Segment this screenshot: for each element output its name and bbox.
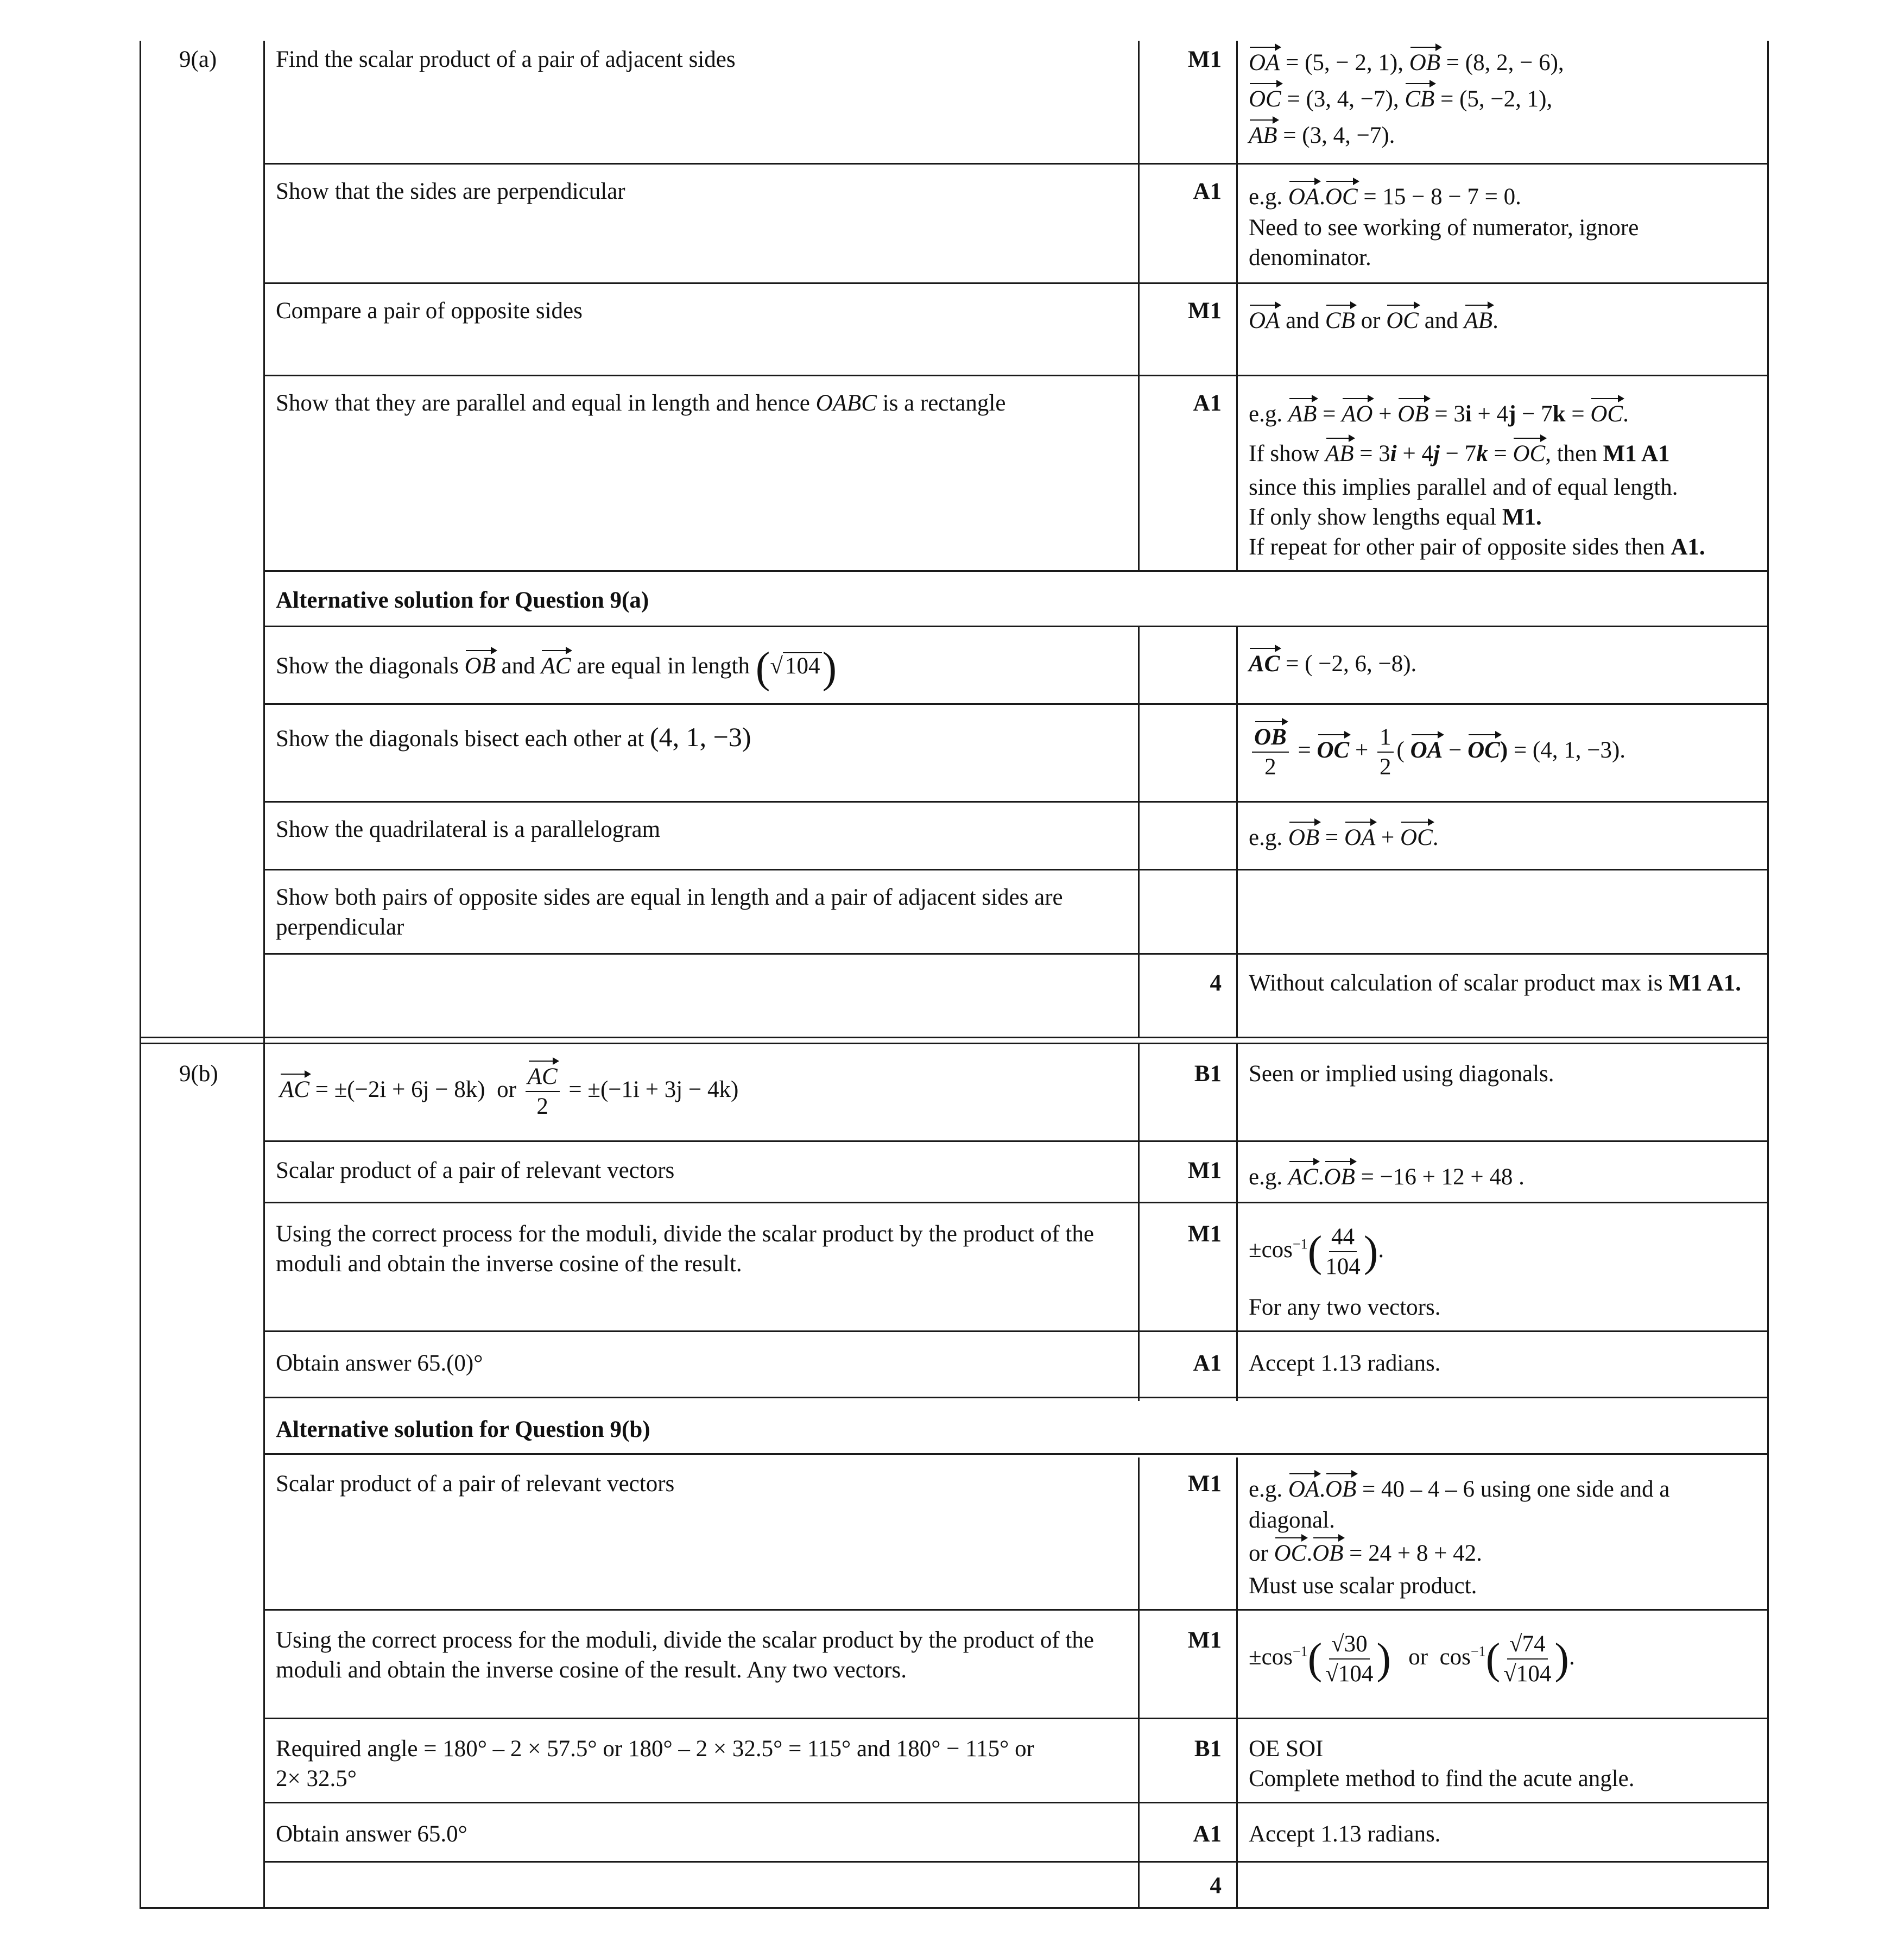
- guidance-text: $\pm\cos^{-1}$( $\frac{√30}{√104}$ ) or $\cos^{-1}$( $\frac{√74}{√104}$ ).: [1249, 1631, 1575, 1687]
- row-line: [263, 1397, 1769, 1398]
- guidance-text: OC = (3, 4, −7), CB = (5, −2, 1),: [1249, 86, 1553, 112]
- section-heading: Alternative solution for Question 9(b): [276, 1417, 650, 1442]
- mark-code: B1: [1194, 1061, 1222, 1087]
- guidance-text: Complete method to find the acute angle.: [1249, 1766, 1635, 1791]
- guidance-text: or OC.OB = 24 + 8 + 42.: [1249, 1541, 1482, 1566]
- row-line: [263, 1802, 1769, 1803]
- section-line: [140, 1043, 1769, 1044]
- mark-code: A1: [1193, 1351, 1222, 1376]
- table-border-right: [1767, 41, 1769, 1909]
- col-divider-marks: [1138, 627, 1140, 1038]
- col-divider-guidance: [1236, 41, 1238, 572]
- guidance-text: e.g. OA.OB = 40 – 4 – 6 using one side and a: [1249, 1477, 1670, 1502]
- total-marks: 4: [1210, 1873, 1222, 1898]
- total-marks: 4: [1210, 970, 1222, 996]
- answer-text: Show the quadrilateral is a parallelogram: [276, 817, 661, 842]
- mark-code: M1: [1187, 1221, 1222, 1247]
- question-number: 9(b): [179, 1061, 218, 1087]
- guidance-text: If show AB = 3i + 4j − 7k = OC, then M1 A1: [1249, 441, 1670, 466]
- row-line: [263, 375, 1769, 376]
- answer-text: Scalar product of a pair of relevant vectors: [276, 1158, 675, 1183]
- mark-code: M1: [1187, 1471, 1222, 1497]
- guidance-text: Accept 1.13 radians.: [1249, 1821, 1441, 1847]
- answer-text: 2× 32.5°: [276, 1766, 357, 1791]
- guidance-text: Accept 1.13 radians.: [1249, 1351, 1441, 1376]
- guidance-text: Without calculation of scalar product max is M1 A1.: [1249, 970, 1742, 996]
- guidance-text: e.g. OB = OA + OC.: [1249, 825, 1439, 850]
- guidance-text: AB = (3, 4, −7).: [1249, 123, 1395, 148]
- answer-text: Show the diagonals bisect each other at (4, 1, −3): [276, 722, 751, 752]
- answer-text: Show both pairs of opposite sides are equal in length and a pair of adjacent sides are perpendicular: [276, 885, 1063, 940]
- mark-code: A1: [1193, 390, 1222, 416]
- guidance-text: If only show lengths equal M1.: [1249, 504, 1542, 530]
- answer-text: Show that the sides are perpendicular: [276, 179, 625, 204]
- mark-code: A1: [1193, 1821, 1222, 1847]
- guidance-text: Need to see working of numerator, ignore: [1249, 215, 1639, 241]
- guidance-text: If repeat for other pair of opposite sides then A1.: [1249, 534, 1705, 560]
- answer-text: Obtain answer 65.0°: [276, 1821, 467, 1847]
- col-divider-marks: [1138, 1457, 1140, 1909]
- guidance-text: since this implies parallel and of equal length.: [1249, 475, 1678, 500]
- row-line: [263, 570, 1769, 572]
- guidance-text: $\pm\cos^{-1}$( $\frac{44}{104}$ ).: [1249, 1224, 1384, 1280]
- answer-text: Show that they are parallel and equal in length and hence OABC is a rectangle: [276, 390, 1006, 416]
- guidance-text: OE SOI: [1249, 1736, 1324, 1762]
- answer-text: Using the correct process for the moduli, divide the scalar product by the product of the moduli and obtain the inverse cosine of the result. Any two vectors.: [276, 1627, 1094, 1683]
- row-line: [263, 1202, 1769, 1203]
- col-divider-guidance: [1236, 1043, 1238, 1401]
- guidance-text: OA = (5, − 2, 1), OB = (8, 2, − 6),: [1249, 50, 1564, 75]
- guidance-text: For any two vectors.: [1249, 1295, 1441, 1320]
- row-line: [263, 626, 1769, 627]
- row-line: [263, 1861, 1769, 1863]
- guidance-text: e.g. AB = AO + OB = 3i + 4j − 7k = OC.: [1249, 401, 1629, 427]
- mark-code: M1: [1187, 47, 1222, 72]
- guidance-text: denominator.: [1249, 245, 1371, 270]
- col-divider-marks: [1138, 1043, 1140, 1401]
- guidance-text: e.g. OA.OC = 15 − 8 − 7 = 0.: [1249, 184, 1521, 210]
- section-heading: Alternative solution for Question 9(a): [276, 588, 649, 613]
- col-divider-guidance: [1236, 627, 1238, 1038]
- guidance-text: $\frac{OB}{2}$ = OC + $\frac{1}{2}$ ( OA − OC) = (4, 1, −3).: [1249, 725, 1625, 779]
- col-divider-question: [263, 41, 265, 1909]
- answer-text: AC = ±(−2i + 6j − 8k) or $\frac{AC}{2}$ = ±(−1i + 3j − 4k): [280, 1064, 739, 1120]
- answer-text: Required angle = 180° – 2 × 57.5° or 180° – 2 × 32.5° = 115° and 180° − 115° or: [276, 1736, 1034, 1762]
- row-line: [263, 1330, 1769, 1332]
- row-line: [263, 869, 1769, 870]
- row-line: [263, 703, 1769, 705]
- mark-code: M1: [1187, 1627, 1222, 1653]
- guidance-text: diagonal.: [1249, 1507, 1335, 1533]
- answer-text: Obtain answer 65.(0)°: [276, 1351, 483, 1376]
- guidance-text: Must use scalar product.: [1249, 1573, 1477, 1599]
- col-divider-marks: [1138, 41, 1140, 572]
- answer-text: Scalar product of a pair of relevant vectors: [276, 1471, 675, 1497]
- answer-text: Compare a pair of opposite sides: [276, 298, 583, 324]
- guidance-text: e.g. AC.OB = −16 + 12 + 48 .: [1249, 1164, 1525, 1190]
- section-line: [140, 1037, 1769, 1038]
- answer-text: Using the correct process for the moduli, divide the scalar product by the product of the moduli and obtain the inverse cosine of the result.: [276, 1221, 1094, 1277]
- row-line: [263, 1718, 1769, 1719]
- answer-text: Find the scalar product of a pair of adjacent sides: [276, 47, 736, 72]
- guidance-text: OA and CB or OC and AB.: [1249, 308, 1498, 333]
- row-line: [263, 953, 1769, 955]
- row-line: [263, 1453, 1769, 1455]
- table-border-left: [140, 41, 141, 1909]
- guidance-text: Seen or implied using diagonals.: [1249, 1061, 1554, 1087]
- mark-code: A1: [1193, 179, 1222, 204]
- table-border-bottom: [140, 1907, 1769, 1909]
- guidance-text: AC = ( −2, 6, −8).: [1249, 651, 1417, 677]
- row-line: [263, 163, 1769, 165]
- row-line: [263, 282, 1769, 284]
- mark-code: M1: [1187, 298, 1222, 324]
- mark-code: M1: [1187, 1158, 1222, 1183]
- row-line: [263, 1140, 1769, 1142]
- question-number: 9(a): [179, 47, 217, 72]
- col-divider-guidance: [1236, 1457, 1238, 1909]
- row-line: [263, 801, 1769, 803]
- mark-code: B1: [1194, 1736, 1222, 1762]
- row-line: [263, 1609, 1769, 1611]
- answer-text: Show the diagonals OB and AC are equal in length (√104): [276, 644, 837, 692]
